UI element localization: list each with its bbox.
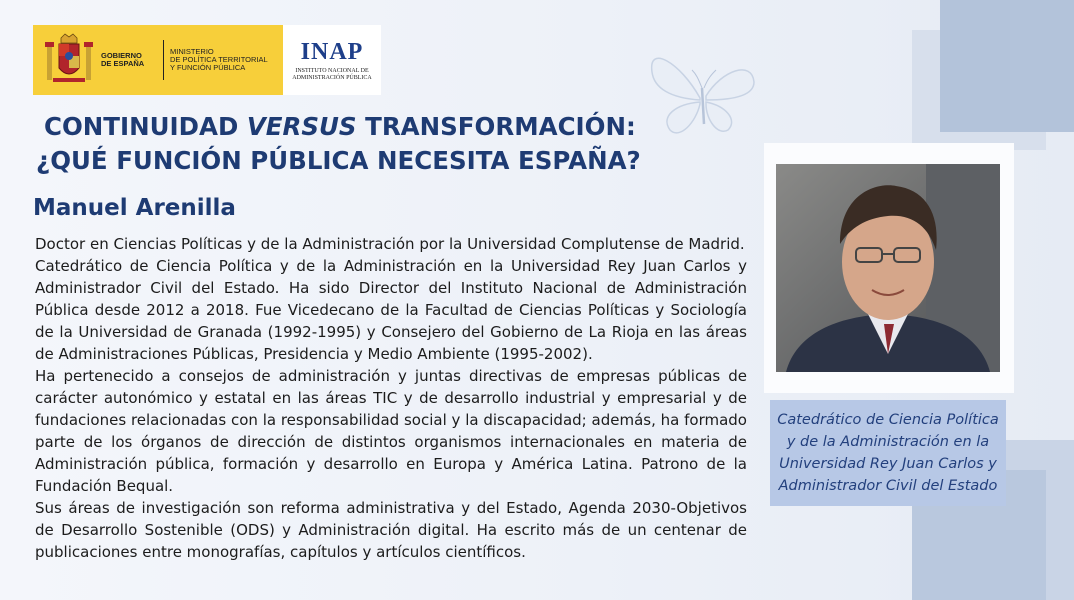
title-line-1: CONTINUIDAD VERSUS TRANSFORMACIÓN: [44,112,636,141]
gobierno-text: GOBIERNO DE ESPAÑA [101,51,145,68]
inap-title: INAP [300,38,364,65]
event-title [36,110,736,178]
photo-frame [764,143,1014,393]
title-line-2: ¿QUÉ FUNCIÓN PÚBLICA NECESITA ESPAÑA? [36,146,641,175]
bio-paragraph: Sus áreas de investigación son reforma administrativa y del Estado, Agenda 2030-Objetivos de Desarrollo Sostenible (ODS) y Administración digital. Ha escrito más de un centenar de publicaciones entre monografías, capítulos y artículos científicos. [35,499,747,561]
header-logos [33,25,381,95]
bio-paragraph: Catedrático de Ciencia Política y de la Administración en la Universidad Rey Juan Carlos y Administrador Civil del Estado. Ha sido Director del Instituto Nacional de Administración Pública desde 2012 a 2018. Fue Vicedecano de la Facultad de Ciencias Políticas y Sociología de la Universidad de Granada (1992-1995) y Consejero del Gobierno de La Rioja en las áreas de Administraciones Públicas, Presidencia y Medio Ambiente (1995-2002). [35,257,747,363]
speaker-name: Manuel Arenilla [33,195,236,221]
gobierno-logo [33,25,283,95]
logo-divider [163,40,164,80]
speaker-bio [35,233,747,563]
bio-paragraph: Ha pertenecido a consejos de administración y juntas directivas de empresas públicas de carácter autonómico y estatal en las áreas TIC y de desarrollo industrial y empresarial y de fundaciones relacionadas con la responsabilidad social y la discapacidad; además, ha formado parte de los órganos de dirección de distintos organismos internacionales en materia de Administración pública, formación y desarrollo en Europa y América Latina. Patrono de la Fundación Bequal. [35,367,747,495]
inap-logo [283,25,381,95]
ministerio-text: MINISTERIO DE POLÍTICA TERRITORIAL Y FUNCIÓN PÚBLICA [170,47,268,72]
speaker-photo [776,164,1000,372]
bio-paragraph: Doctor en Ciencias Políticas y de la Administración por la Universidad Complutense de Madrid. [35,235,745,253]
decor-block [940,0,1074,132]
coat-of-arms-icon [43,32,95,88]
inap-subtitle: INSTITUTO NACIONAL DE ADMINISTRACIÓN PÚBLICA [292,67,372,81]
speaker-caption: Catedrático de Ciencia Política y de la Administración en la Universidad Rey Juan Carlos y Administrador Civil del Estado [770,400,1006,506]
